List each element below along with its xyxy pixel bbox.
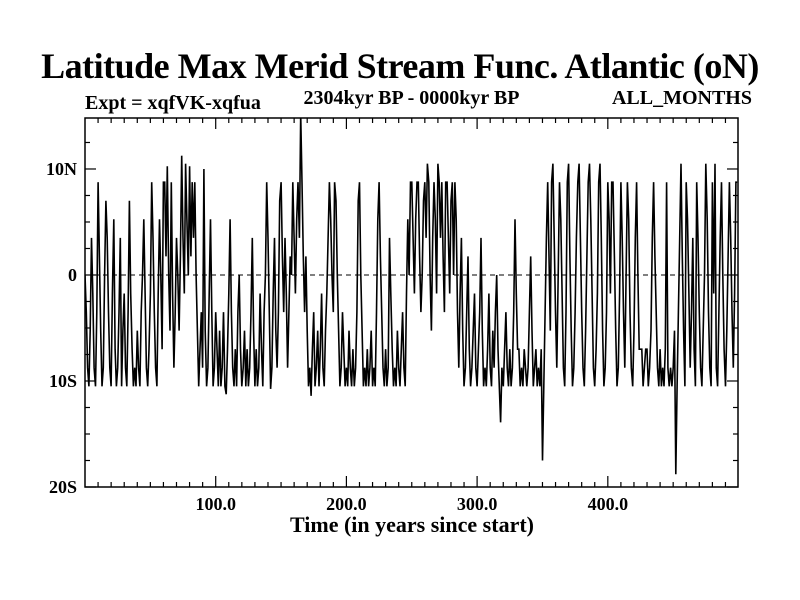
axis-ticks: [85, 118, 738, 487]
y-tick-label: 20S: [48, 477, 77, 497]
plot-border: [85, 118, 738, 487]
x-tick-label: 100.0: [195, 494, 236, 514]
y-tick-label: 10N: [46, 158, 77, 179]
x-tick-label: 300.0: [456, 494, 498, 514]
data-series-line: [85, 114, 737, 474]
x-tick-label: 200.0: [326, 494, 367, 514]
x-axis-title: Time (in years since start): [290, 512, 534, 537]
x-tick-label: 400.0: [587, 494, 629, 514]
chart-title: Latitude Max Merid Stream Func. Atlantic (oN): [41, 46, 759, 86]
experiment-label: Expt = xqfVK-xqfua: [85, 92, 261, 114]
y-tick-label: 10S: [48, 370, 77, 391]
y-tick-label: 0: [68, 264, 77, 285]
period-label: 2304kyr BP - 0000kyr BP: [303, 87, 520, 109]
months-label: ALL_MONTHS: [611, 87, 752, 109]
